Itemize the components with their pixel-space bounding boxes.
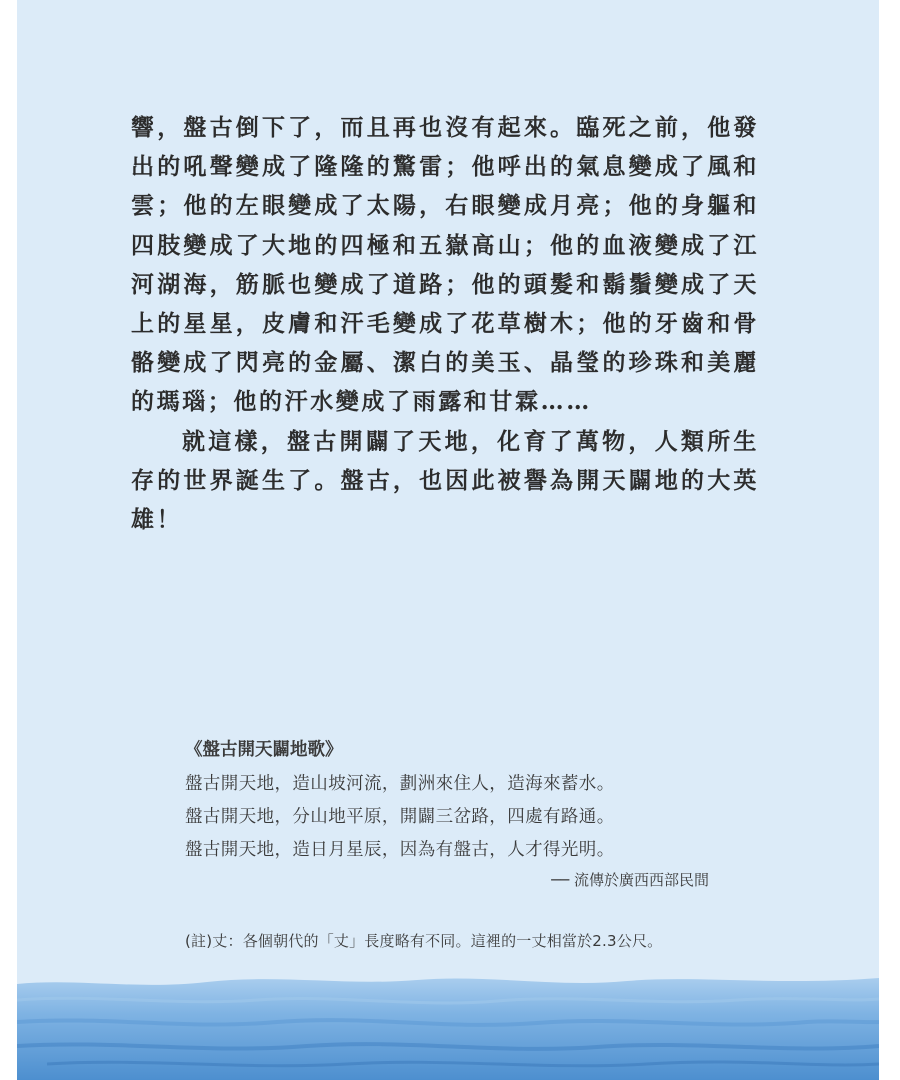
song-block xyxy=(185,736,745,893)
song-line: 盤古開天地，分山地平原，開闢三岔路，四處有路通。 xyxy=(185,807,615,827)
song-line: 盤古開天地，造山坡河流，劃洲來住人，造海來蓄水。 xyxy=(185,774,615,794)
page xyxy=(17,0,879,1080)
song-title: 《盤古開天闢地歌》 xyxy=(185,740,343,760)
story-paragraph-2: 就這樣，盤古開闢了天地，化育了萬物，人類所生存的世界誕生了。盤古，也因此被譽為開天闢地的大英雄！ xyxy=(131,427,759,534)
water-illustration xyxy=(17,960,879,1080)
story-text xyxy=(131,108,759,539)
story-paragraph-1: 響，盤古倒下了，而且再也沒有起來。臨死之前，他發出的吼聲變成了隆隆的驚雷；他呼出的氣息變成了風和雲；他的左眼變成了太陽，右眼變成月亮；他的身軀和四肢變成了大地的四極和五嶽高山；他的血液變成了江河湖海，筋脈也變成了道路；他的頭髮和鬍鬚變成了天上的星星，皮膚和汗毛變成了花草樹木；他的牙齒和骨骼變成了閃亮的金屬、潔白的美玉、晶瑩的珍珠和美麗的瑪瑙；他的汗水變成了雨露和甘霖…… xyxy=(131,114,759,416)
footnote: (註)丈：各個朝代的「丈」長度略有不同。這裡的一丈相當於2.3公尺。 xyxy=(185,932,663,950)
song-line: 盤古開天地，造日月星辰，因為有盤古，人才得光明。 xyxy=(185,840,615,860)
song-source: ── 流傳於廣西西部民間 xyxy=(551,871,709,889)
water-wave xyxy=(17,978,879,1080)
